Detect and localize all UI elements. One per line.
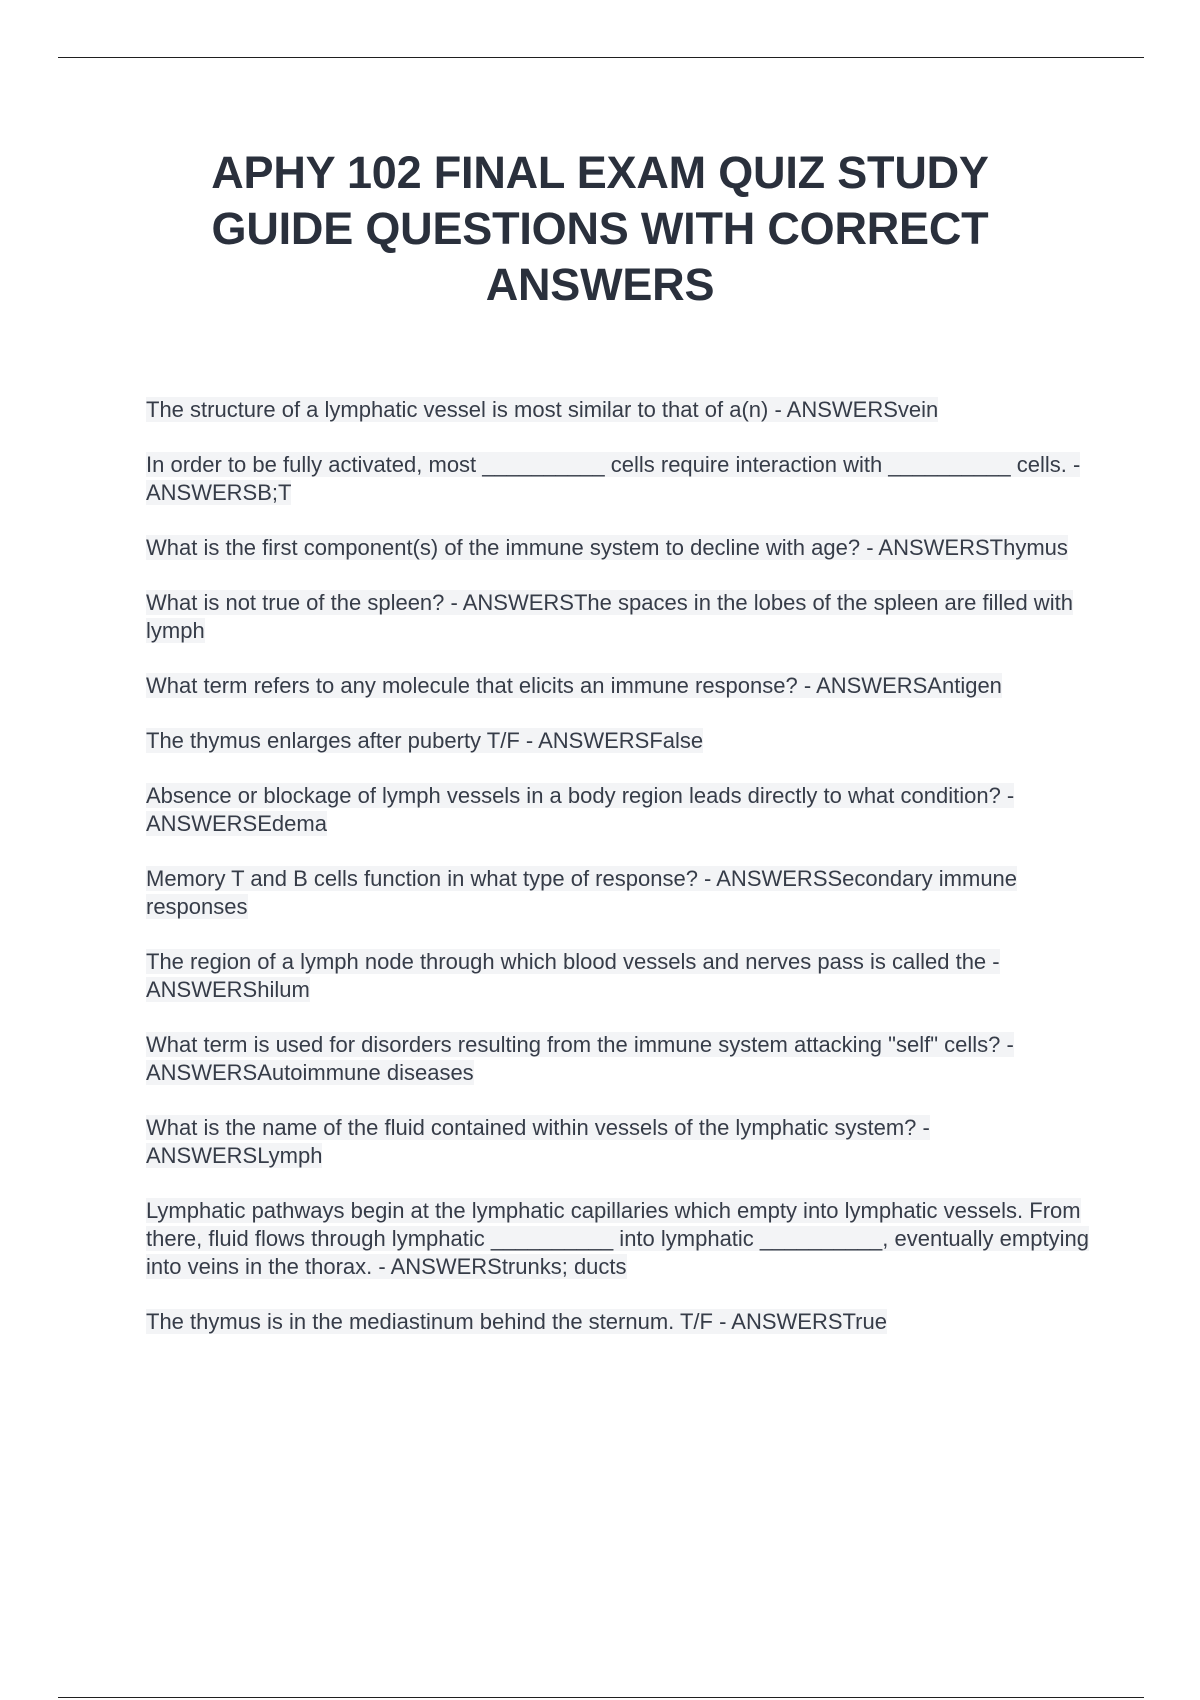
qa-text: Lymphatic pathways begin at the lymphatic capillaries which empty into lymphatic vessels. From there, fluid flows through lymphatic __________ into lymphatic __________, eventually emptying into veins in the thorax. - ANSWERStrunks; ducts <box>146 1198 1089 1279</box>
qa-text: What term is used for disorders resulting from the immune system attacking "self" cells? - ANSWERSAutoimmune diseases <box>146 1032 1014 1085</box>
qa-item <box>146 672 1096 700</box>
qa-text: The thymus enlarges after puberty T/F - ANSWERSFalse <box>146 728 704 753</box>
qa-text: What is not true of the spleen? - ANSWERSThe spaces in the lobes of the spleen are filled with lymph <box>146 590 1073 643</box>
qa-item <box>146 451 1096 507</box>
qa-text: What is the first component(s) of the immune system to decline with age? - ANSWERSThymus <box>146 535 1068 560</box>
header-rule <box>58 57 1144 58</box>
qa-text: The region of a lymph node through which blood vessels and nerves pass is called the - ANSWERShilum <box>146 949 1000 1002</box>
qa-item <box>146 589 1096 645</box>
qa-item <box>146 727 1096 755</box>
qa-item <box>146 948 1096 1004</box>
qa-item <box>146 1197 1096 1281</box>
qa-item <box>146 782 1096 838</box>
qa-list <box>146 396 1096 1363</box>
qa-item <box>146 534 1096 562</box>
qa-text: The structure of a lymphatic vessel is most similar to that of a(n) - ANSWERSvein <box>146 397 939 422</box>
qa-text: The thymus is in the mediastinum behind the sternum. T/F - ANSWERSTrue <box>146 1309 887 1334</box>
qa-item <box>146 865 1096 921</box>
qa-item <box>146 1308 1096 1336</box>
footer-rule <box>58 1697 1144 1698</box>
qa-text: In order to be fully activated, most __________ cells require interaction with __________ cells. - ANSWERSB;T <box>146 452 1081 505</box>
qa-text: What term refers to any molecule that elicits an immune response? - ANSWERSAntigen <box>146 673 1002 698</box>
qa-item <box>146 396 1096 424</box>
qa-text: Memory T and B cells function in what type of response? - ANSWERSSecondary immune responses <box>146 866 1018 919</box>
qa-item <box>146 1031 1096 1087</box>
qa-item <box>146 1114 1096 1170</box>
document-title: APHY 102 FINAL EXAM QUIZ STUDY GUIDE QUESTIONS WITH CORRECT ANSWERS <box>211 147 989 310</box>
qa-text: What is the name of the fluid contained within vessels of the lymphatic system? - ANSWERSLymph <box>146 1115 930 1168</box>
qa-text: Absence or blockage of lymph vessels in a body region leads directly to what condition? - ANSWERSEdema <box>146 783 1015 836</box>
